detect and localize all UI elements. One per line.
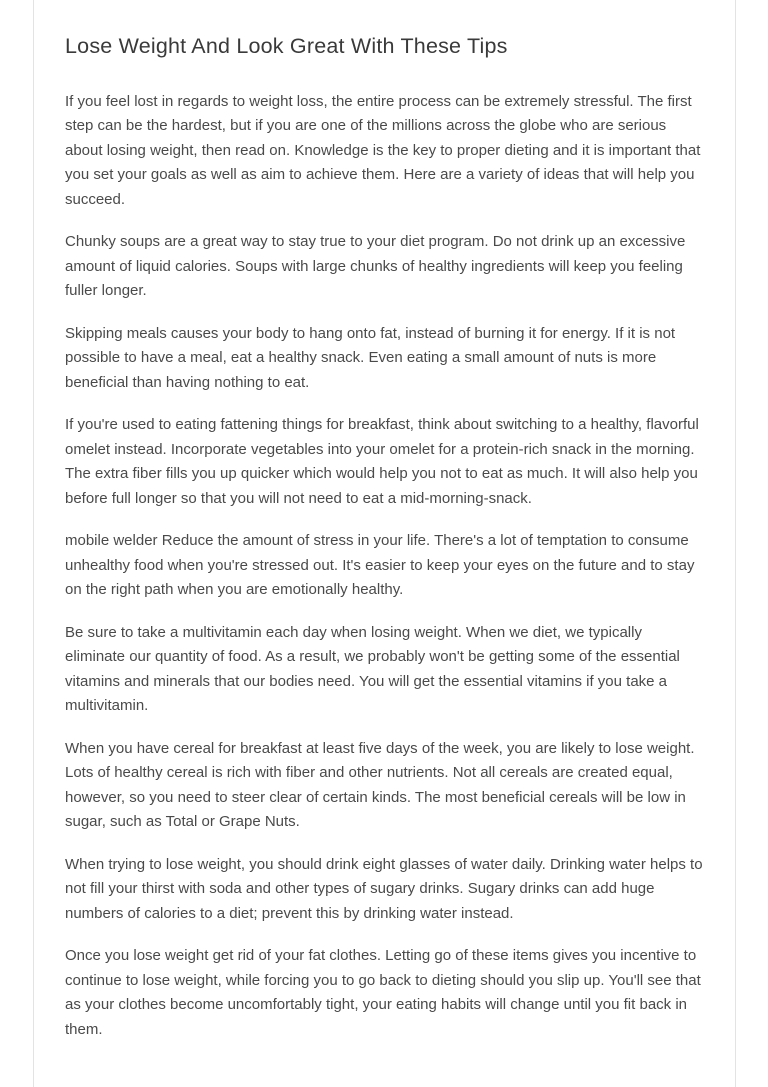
page-title: Lose Weight And Look Great With These Tips [65,34,508,58]
paragraph-chunky-soups: Chunky soups are a great way to stay true to your diet program. Do not drink up an excessive amount of liquid calories. Soups with large chunks of healthy ingredients will keep you feeling fuller longer. [65,233,686,300]
paragraph-drink-water: When trying to lose weight, you should drink eight glasses of water daily. Drinking water helps to not fill your thirst with soda and other types of sugary drinks. Sugary drinks can add huge numbers of calories to a diet; prevent this by drinking water instead. [65,855,703,922]
paragraph-intro: If you feel lost in regards to weight loss, the entire process can be extremely stressful. The first step can be the hardest, but if you are one of the millions across the globe who are serious about losing weight, then read on. Knowledge is the key to proper dieting and it is important that you set your goals as well as aim to achieve them. Here are a variety of ideas that will help you succeed. [65,92,701,208]
paragraph-cereal: When you have cereal for breakfast at least five days of the week, you are likely to lose weight. Lots of healthy cereal is rich with fiber and other nutrients. Not all cereals are created equal, however, so you need to steer clear of certain kinds. The most beneficial cereals will be low in sugar, such as Total or Grape Nuts. [65,739,695,831]
paragraph-multivitamin: Be sure to take a multivitamin each day when losing weight. When we diet, we typically eliminate our quantity of food. As a result, we probably won't be getting some of the essential vitamins and minerals that our bodies need. You will get the essential vitamins if you take a multivitamin. [65,623,680,715]
paragraph-fat-clothes: Once you lose weight get rid of your fat clothes. Letting go of these items gives you incentive to continue to lose weight, while forcing you to go back to dieting should you slip up. You'll see that as your clothes become uncomfortably tight, your eating habits will change until you fit back in them. [65,947,701,1038]
paragraph-skipping-meals: Skipping meals causes your body to hang onto fat, instead of burning it for energy. If it is not possible to have a meal, eat a healthy snack. Even eating a small amount of nuts is more beneficial than having nothing to eat. [65,324,676,391]
paragraph-reduce-stress: mobile welder Reduce the amount of stress in your life. There's a lot of temptation to consume unhealthy food when you're stressed out. It's easier to keep your eyes on the future and to stay on the right path when you are emotionally healthy. [65,532,695,599]
document-content [33,0,736,1087]
paragraph-breakfast-omelet: If you're used to eating fattening things for breakfast, think about switching to a healthy, flavorful omelet instead. Incorporate vegetables into your omelet for a protein-rich snack in the morning. The extra fiber fills you up quicker which would help you not to eat as much. It will also help you before full longer so that you will not need to eat a mid-morning-snack. [65,416,699,507]
